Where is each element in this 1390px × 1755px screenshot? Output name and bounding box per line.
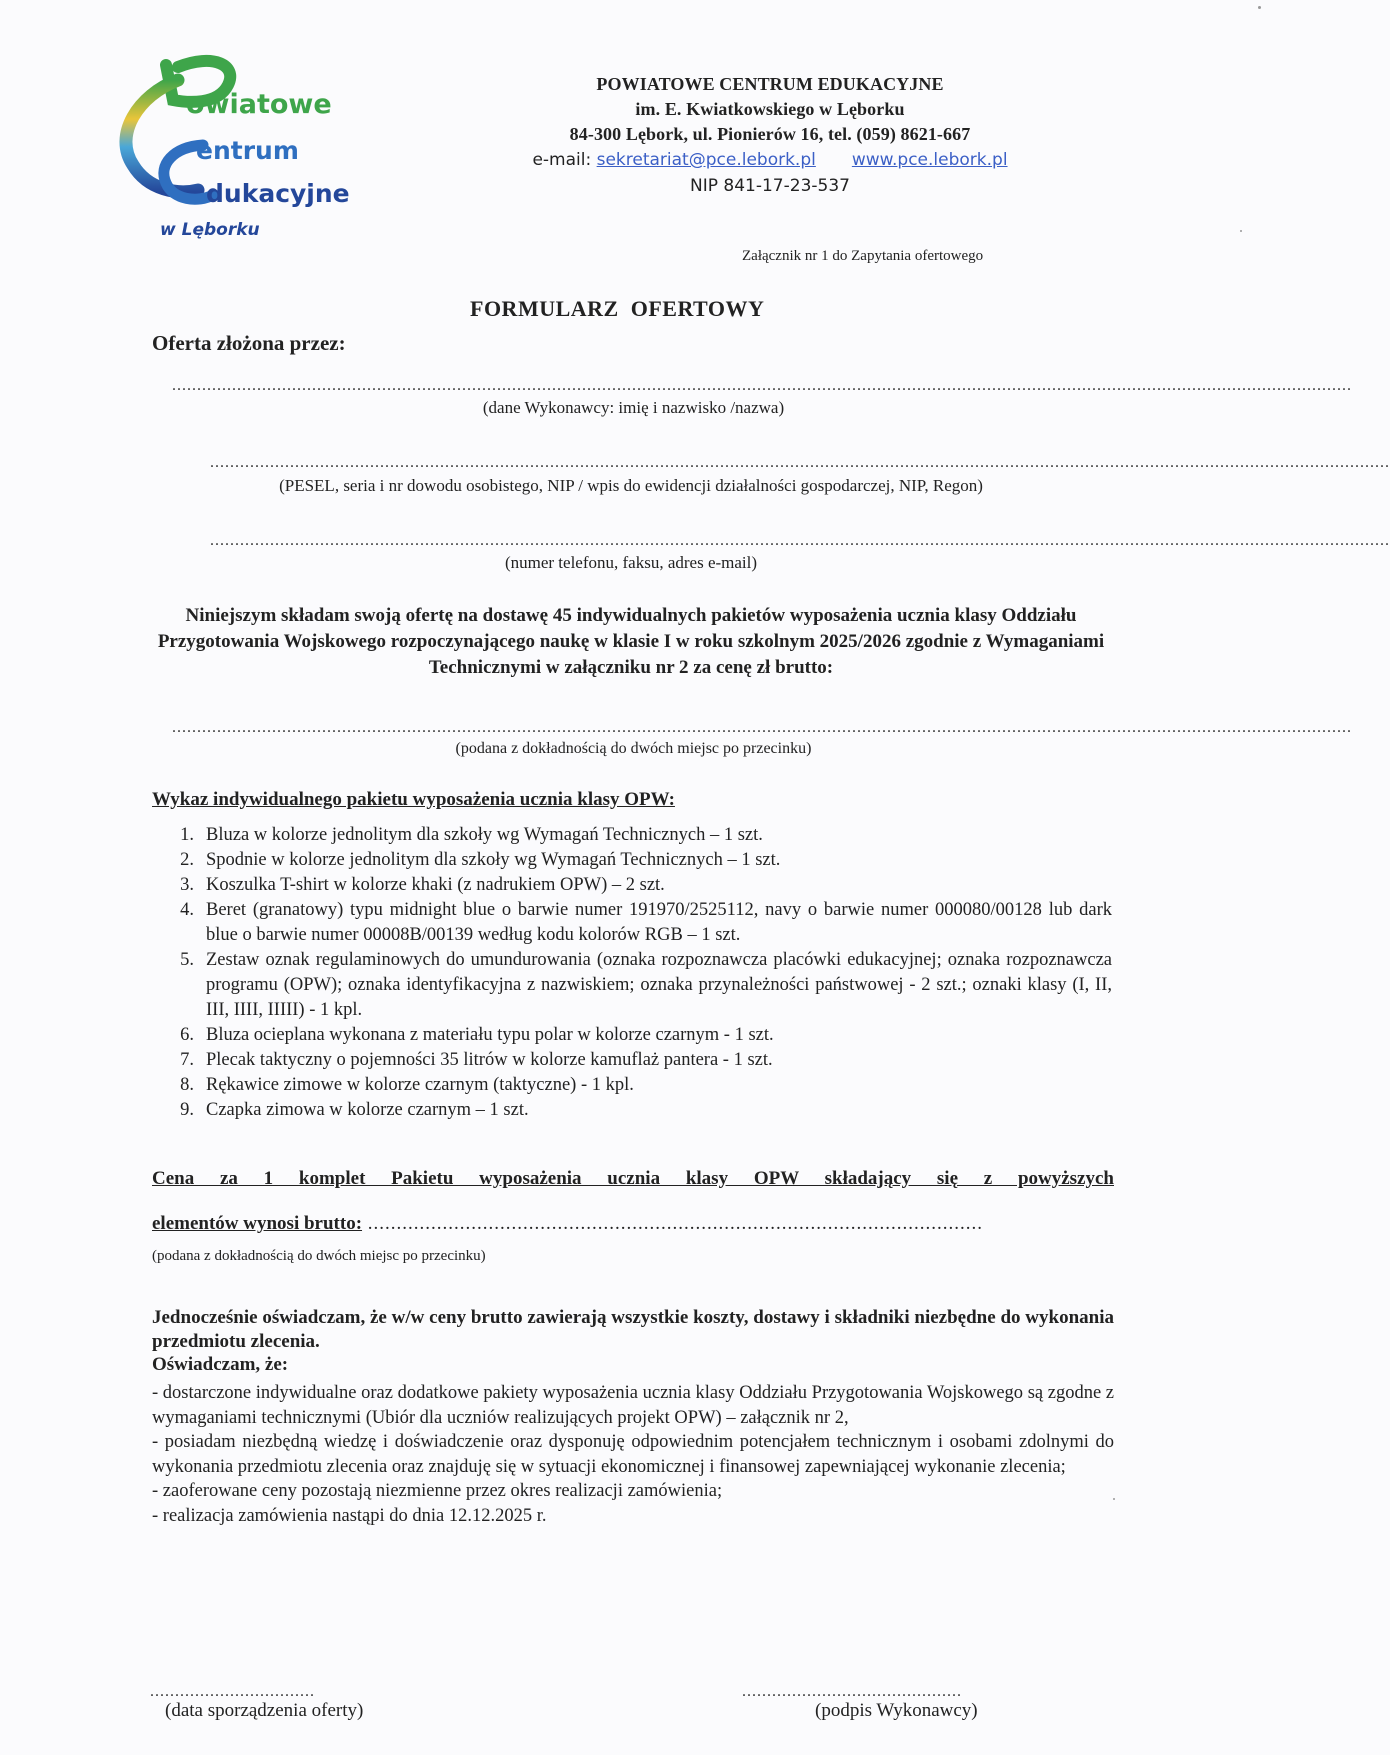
organization-logo — [118, 55, 358, 245]
package-list-heading: Wykaz indywidualnego pakietu wyposażenia ucznia klasy OPW: — [152, 789, 675, 810]
contractor-contact-field[interactable]: ............................................................................................................................................................................................................................................ — [210, 532, 1390, 549]
contractor-id-caption: (PESEL, seria i nr dowodu osobistego, NIP / wpis do ewidencji działalności gospodarczej, NIP, Regon) — [279, 476, 983, 495]
logo-line4: w Lęborku — [160, 220, 260, 240]
scan-speck — [1113, 1498, 1115, 1500]
website-link[interactable]: www.pce.lebork.pl — [851, 150, 1008, 170]
list-item: 5. Zestaw oznak regulaminowych do umundurowania (oznaka rozpoznawcza placówki edukacyjnej; oznaka rozpoznawcza programu (OPW); oznaka identyfikacyjna z nazwiskiem; oznaka przynależności państwowej - 2 szt.; oznaki klasy (I, II, III, IIII, IIIII) - 1 kpl. — [180, 950, 1112, 1020]
list-item: 1. Bluza w kolorze jednolitym dla szkoły wg Wymagań Technicznych – 1 szt. — [180, 825, 763, 845]
package-price-label-end: elementów wynosi brutto: — [152, 1213, 363, 1234]
package-price-label: Cena za 1 komplet Pakietu wyposażenia ucznia klasy OPW składający się z powyższych — [152, 1168, 1114, 1189]
total-price-field[interactable]: ............................................................................................................................................................................................................................................ — [172, 719, 1352, 736]
logo-line1: owiatowe — [186, 89, 332, 120]
contact-line — [470, 147, 1070, 173]
contractor-name-caption: (dane Wykonawcy: imię i nazwisko /nazwa) — [482, 398, 785, 417]
package-list — [150, 823, 1112, 1123]
declarations-list — [152, 1381, 1114, 1528]
signature-caption: (podpis Wykonawcy) — [815, 1700, 978, 1721]
list-item: 4. Beret (granatowy) typu midnight blue o barwie numer 191970/2525112, navy o barwie numer 000080/00128 lub dark blue o barwie numer 00008B/00139 według kodu kolorów RGB – 1 szt. — [180, 900, 1112, 945]
list-item: 6. Bluza ocieplana wykonana z materiału typu polar w kolorze czarnym - 1 szt. — [180, 1025, 774, 1045]
contractor-contact-caption: (numer telefonu, faksu, adres e-mail) — [504, 553, 758, 572]
signature-field[interactable]: ............................................ — [742, 1683, 962, 1700]
package-price-field[interactable]: ........................................................................................................... — [362, 1213, 984, 1234]
date-field[interactable]: ................................. — [150, 1683, 315, 1700]
logo-graphic — [118, 55, 358, 245]
annex-label: Załącznik nr 1 do Zapytania ofertowego — [742, 248, 984, 264]
declaration-item: - zaoferowane ceny pozostają niezmienne przez okres realizacji zamówienia; — [152, 1481, 723, 1501]
form-title: FORMULARZ OFERTOWY — [470, 296, 765, 321]
cost-declaration: Jednocześnie oświadczam, że w/w ceny brutto zawierają wszystkie koszty, dostawy i składniki niezbędne do wykonania przedmiotu zlecenia. — [152, 1307, 1114, 1352]
declarations-title: Oświadczam, że: — [152, 1354, 289, 1375]
list-item: 2. Spodnie w kolorze jednolitym dla szkoły wg Wymagań Technicznych – 1 szt. — [180, 850, 781, 870]
logo-line3: dukacyjne — [206, 179, 350, 208]
total-price-caption: (podana z dokładnością do dwóch miejsc po przecinku) — [455, 740, 812, 757]
email-link[interactable]: sekretariat@pce.lebork.pl — [596, 150, 816, 170]
scan-speck — [1240, 230, 1242, 232]
offer-statement: Niniejszym składam swoją ofertę na dostawę 45 indywidualnych pakietów wyposażenia ucznia klasy Oddziału Przygotowania Wojskowego rozpoczynającego naukę w klasie I w roku szkolnym 2025/2026 zgodnie z Wymaganiami Technicznymi w załączniku nr 2 za cenę zł brutto: — [157, 605, 1105, 678]
contractor-name-field[interactable]: ............................................................................................................................................................................................................................................ — [172, 377, 1352, 394]
list-item: 8. Rękawice zimowe w kolorze czarnym (taktyczne) - 1 kpl. — [180, 1075, 634, 1095]
list-item: 7. Plecak taktyczny o pojemności 35 litrów w kolorze kamuflaż pantera - 1 szt. — [180, 1050, 773, 1070]
org-name: POWIATOWE CENTRUM EDUKACYJNE — [596, 74, 944, 94]
package-price-caption: (podana z dokładnością do dwóch miejsc po przecinku) — [152, 1248, 486, 1264]
email-label: e-mail: — [532, 150, 597, 170]
declaration-item: - posiadam niezbędną wiedzę i doświadczenie oraz dysponuję odpowiednim potencjałem technicznym i osobami zdolnymi do wykonania przedmiotu zlecenia oraz znajduję się w sytuacji ekonomicznej i finansowej zapewniającej wykonanie zlecenia; — [152, 1432, 1114, 1477]
list-item: 3. Koszulka T-shirt w kolorze khaki (z nadrukiem OPW) – 2 szt. — [180, 875, 665, 895]
org-nip: NIP 841-17-23-537 — [690, 176, 850, 196]
org-address: 84-300 Lębork, ul. Pionierów 16, tel. (059) 8621-667 — [569, 124, 971, 144]
scan-speck — [1258, 6, 1261, 9]
declaration-item: - dostarczone indywidualne oraz dodatkowe pakiety wyposażenia ucznia klasy Oddziału Przygotowania Wojskowego są zgodne z wymaganiami technicznymi (Ubiór dla uczniów realizujących projekt OPW) – załącznik nr 2, — [152, 1383, 1114, 1428]
declaration-item: - realizacja zamówienia nastąpi do dnia 12.12.2025 r. — [152, 1505, 547, 1526]
package-price-row — [152, 1213, 1114, 1235]
letterhead — [470, 72, 1070, 199]
list-item: 9. Czapka zimowa w kolorze czarnym – 1 szt. — [180, 1100, 529, 1120]
org-patron: im. E. Kwiatkowskiego w Lęborku — [635, 99, 905, 119]
contractor-id-field[interactable]: ............................................................................................................................................................................................................................................ — [210, 454, 1390, 471]
offer-by-label: Oferta złożona przez: — [152, 331, 346, 355]
date-caption: (data sporządzenia oferty) — [165, 1700, 364, 1721]
logo-line2: entrum — [196, 136, 299, 165]
